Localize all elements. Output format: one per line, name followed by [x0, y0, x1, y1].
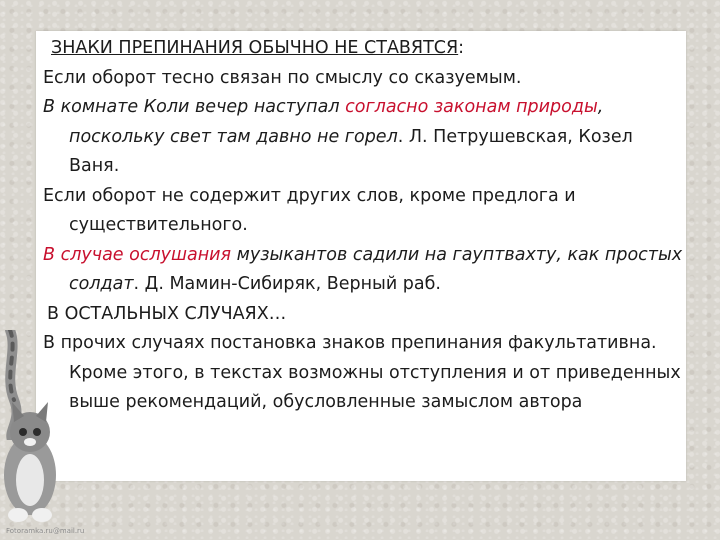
slide-content [43, 34, 683, 418]
example-1-part-1: В комнате Коли вечер наступал [43, 97, 346, 117]
example-1-highlight: согласно законам природы [345, 97, 598, 117]
example-1-citation: . Л. Петрушевская, Козел Ваня. [69, 126, 633, 176]
watermark: Fotoramka.ru@mail.ru [6, 527, 85, 535]
other-cases-heading: В ОСТАЛЬНЫХ СЛУЧАЯХ… [47, 303, 287, 324]
rule-heading-colon: : [458, 38, 465, 58]
rule-heading-text: ЗНАКИ ПРЕПИНАНИЯ ОБЫЧНО НЕ СТАВЯТСЯ [51, 38, 459, 58]
example-1-part-2: , поскольку свет там давно не горел [69, 97, 604, 147]
rule-1-text: Если оборот тесно связан по смыслу со сказуемым. [43, 67, 522, 88]
rule-2-text: Если оборот не содержит других слов, кроме предлога и существительного. [43, 185, 576, 235]
example-2 [43, 241, 683, 300]
example-2-citation: . Д. Мамин-Сибиряк, Верный раб. [133, 274, 441, 294]
example-2-part-1: музыкантов садили на гауптвахту, как простых солдат [69, 244, 683, 294]
example-2-highlight: В случае ослушания [43, 244, 232, 265]
rule-heading [43, 34, 683, 64]
example-1 [43, 93, 683, 182]
rule-3-text: В прочих случаях постановка знаков препинания факультативна. Кроме этого, в текстах возможны отступления и от приведенных выше рекомендаций, обусловленные замыслом автора [43, 333, 681, 412]
